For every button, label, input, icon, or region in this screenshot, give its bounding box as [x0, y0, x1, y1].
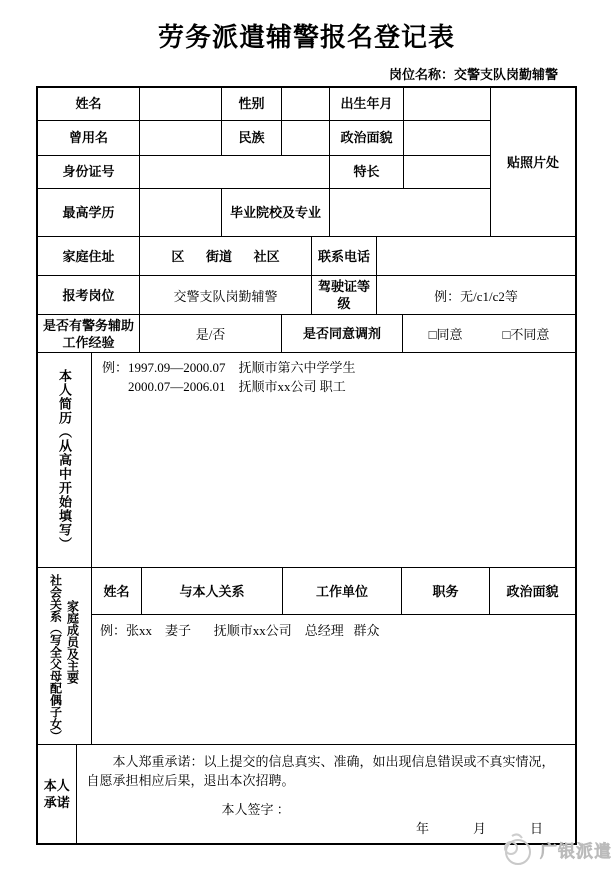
row-name-gender-birth [38, 88, 490, 121]
relations-header-political: 政治面貌 [506, 583, 559, 599]
relations-header-workunit: 工作单位 [283, 568, 402, 614]
relations-label-cell [38, 568, 92, 744]
driver-license-label: 驾驶证等级 [312, 276, 377, 314]
relations-label-col1: 家庭成员及主要 [65, 600, 80, 684]
adjust-consent-options [403, 315, 575, 352]
birth-date-label: 出生年月 [330, 88, 404, 120]
commitment-label: 本人承诺 [38, 745, 77, 843]
specialty-field[interactable] [404, 156, 490, 189]
resume-label: 本人简历（从高中开始填写） [57, 369, 72, 551]
watermark-logo-icon [498, 828, 540, 870]
relations-label-col2: 社会关系（写全父母配偶子女） [48, 574, 63, 742]
name-field[interactable] [140, 88, 222, 120]
specialty-label: 特长 [330, 156, 404, 189]
year-label: 年 [415, 821, 429, 836]
day-label: 日 [529, 821, 543, 836]
former-name-field[interactable] [140, 121, 222, 155]
police-aux-experience-field[interactable]: 是/否 [140, 315, 282, 352]
row-address-phone [38, 237, 575, 276]
resume-example-line2: 2000.07—2006.01 抚顺市xx公司 职工 [128, 379, 346, 394]
id-number-label: 身份证号 [38, 156, 140, 189]
education-field[interactable] [140, 189, 222, 236]
photo-area[interactable]: 贴照片处 [490, 88, 575, 236]
date-line [87, 818, 565, 837]
basic-info-block [38, 88, 575, 237]
relations-header-row [92, 568, 575, 615]
former-name-label: 曾用名 [38, 121, 140, 155]
relations-label [48, 568, 82, 744]
disagree-checkbox[interactable]: □不同意 [502, 327, 550, 342]
signature-label[interactable]: 本人签字 ： [221, 802, 290, 817]
row-resume [38, 353, 575, 568]
relations-header-duty: 职务 [402, 568, 490, 614]
relations-header-relationship: 与本人关系 [142, 568, 283, 614]
phone-field[interactable] [377, 237, 575, 275]
ethnicity-label: 民族 [222, 121, 282, 155]
month-label: 月 [472, 821, 486, 836]
phone-label: 联系电话 [312, 237, 377, 275]
political-status-label: 政治面貌 [330, 121, 404, 155]
home-address-field[interactable]: 区 街道 社区 [140, 237, 312, 275]
driver-license-field[interactable]: 例：无/c1/c2等 [434, 288, 518, 304]
birth-date-field[interactable] [404, 88, 490, 120]
relations-example-text: 例：张xx 妻子 抚顺市xx公司 总经理 群众 [100, 623, 380, 638]
registration-form-table [36, 86, 577, 845]
agree-checkbox[interactable]: □同意 [428, 327, 463, 342]
resume-example-line1: 例：1997.09—2000.07 抚顺市第六中学学生 [102, 360, 356, 375]
relations-table [92, 568, 575, 744]
row-position-license [38, 276, 575, 315]
school-major-label: 毕业院校及专业 [222, 189, 330, 236]
name-label: 姓名 [38, 88, 140, 120]
relations-header-name: 姓名 [92, 568, 142, 614]
police-aux-experience-label: 是否有警务辅助工作经验 [38, 315, 140, 352]
position-name-line: 岗位名称：交警支队岗勤辅警 [388, 67, 558, 82]
gender-label: 性别 [222, 88, 282, 120]
watermark [498, 828, 613, 870]
education-label: 最高学历 [38, 189, 140, 236]
row-commitment [38, 745, 575, 843]
row-education-school [38, 189, 490, 236]
political-status-field[interactable] [404, 121, 490, 155]
resume-field[interactable] [92, 353, 575, 567]
apply-position-label: 报考岗位 [38, 276, 140, 314]
resume-label-cell [38, 353, 92, 567]
id-number-field[interactable] [140, 156, 330, 189]
row-formername-ethnicity-political [38, 121, 490, 156]
watermark-text: 广银派遣 [540, 841, 612, 861]
gender-field[interactable] [282, 88, 330, 120]
page-title: 劳务派遣辅警报名登记表 [157, 23, 455, 52]
relations-field[interactable] [92, 615, 575, 744]
school-major-field[interactable] [330, 189, 490, 236]
row-id-specialty [38, 156, 490, 190]
row-experience-adjust [38, 315, 575, 353]
commitment-text: 本人郑重承诺：以上提交的信息真实、准确，如出现信息错误或不真实情况，自愿承担相应后果，退出本次招聘。 [86, 754, 555, 788]
ethnicity-field[interactable] [282, 121, 330, 155]
apply-position-value: 交警支队岗勤辅警 [140, 276, 312, 314]
adjust-consent-label: 是否同意调剂 [282, 315, 403, 352]
row-relations [38, 568, 575, 745]
home-address-label: 家庭住址 [38, 237, 140, 275]
